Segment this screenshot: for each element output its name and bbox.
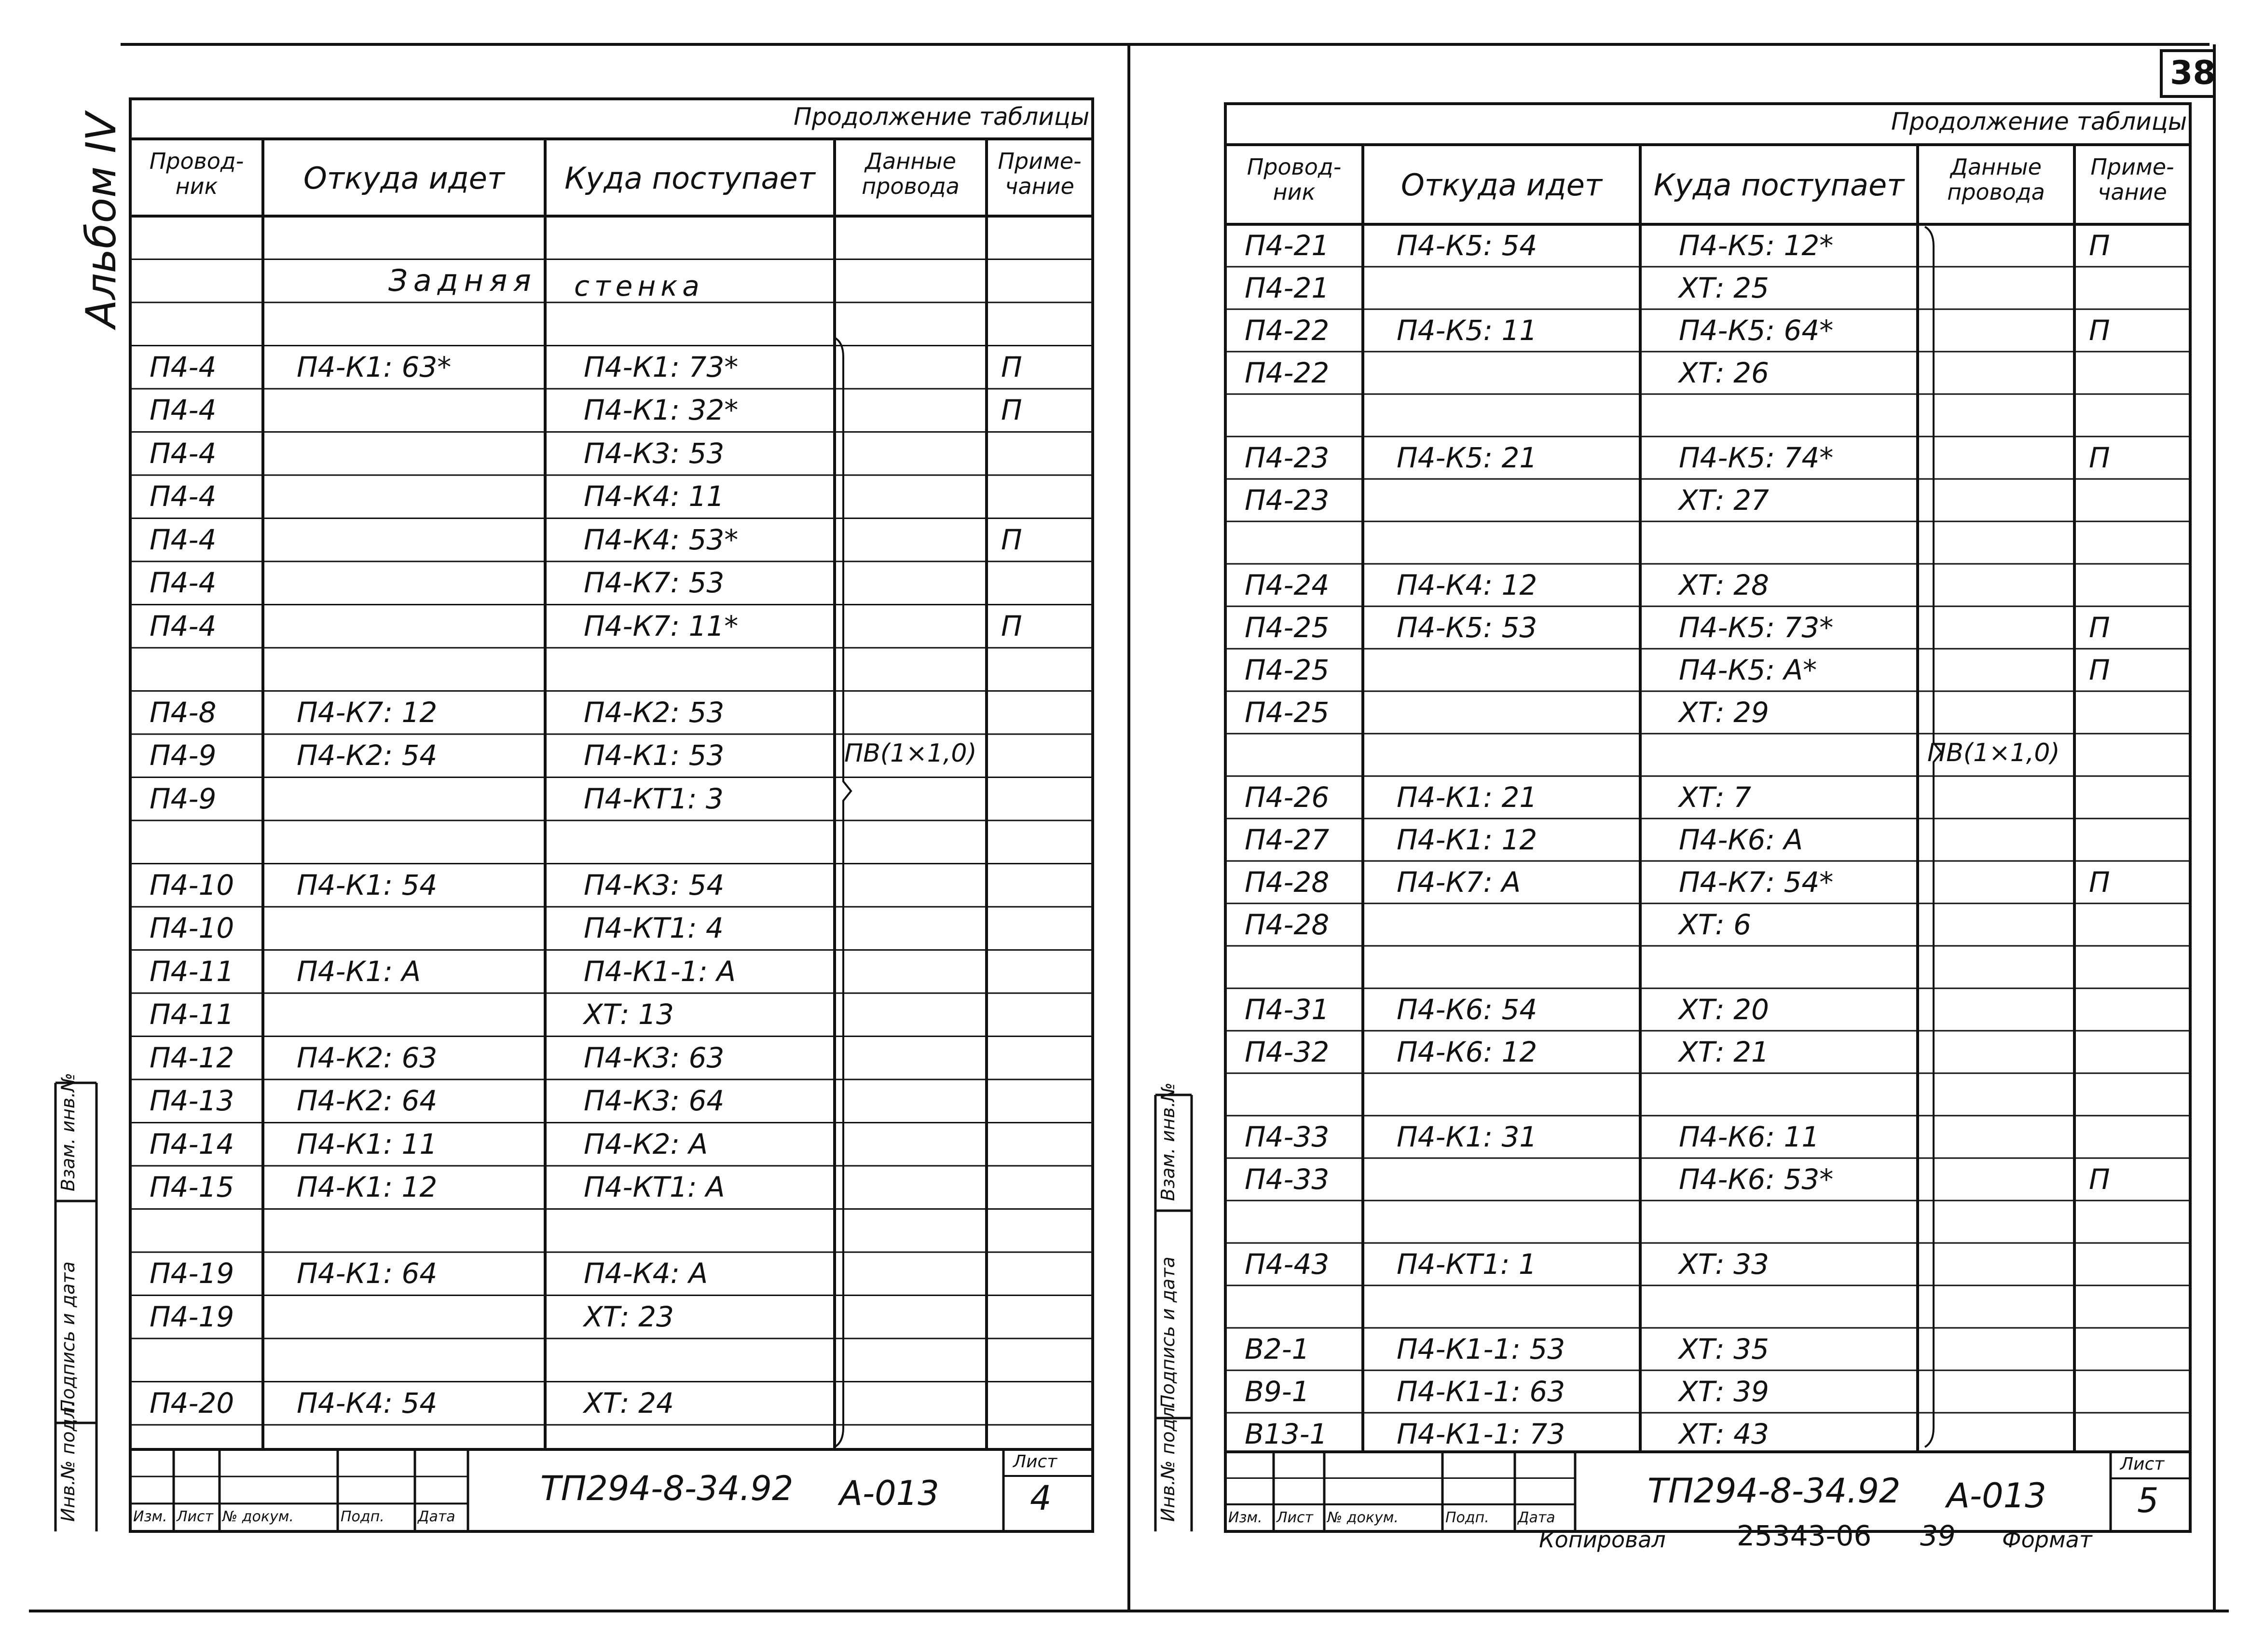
left-continuation: Продолжение таблицы [794, 103, 1090, 131]
left-row-to: ХТ: 23 [584, 1300, 674, 1333]
left-row-to: П4-К2: А [584, 1127, 708, 1160]
left-side-1: Подпись и дата [57, 1261, 79, 1413]
right-row-from: П4-К1: 21 [1397, 781, 1537, 814]
left-row-wire: П4-12 [150, 1041, 234, 1074]
right-row-wire: П4-25 [1245, 696, 1330, 729]
footer-number: 25343-06 [1737, 1519, 1872, 1552]
right-row-from: П4-К7: А [1397, 866, 1521, 899]
footer-sheet: 39 [1920, 1519, 1956, 1552]
section-word1: Задняя [388, 263, 537, 298]
right-row-wire: П4-25 [1245, 654, 1330, 686]
left-row-from: П4-К2: 64 [297, 1084, 438, 1117]
left-row-from: П4-К7: 12 [297, 696, 438, 729]
right-row-to: П4-К5: 64* [1679, 314, 1834, 347]
left-row-wire: П4-4 [150, 394, 217, 426]
right-row-wire: П4-22 [1245, 356, 1330, 389]
right-row-to: ХТ: 28 [1679, 569, 1769, 601]
left-row-to: П4-К1-1: А [584, 955, 736, 988]
left-row-to: П4-КТ1: 3 [584, 782, 724, 815]
right-row-to: П4-К5: 74* [1679, 441, 1834, 474]
right-row-wire: В13-1 [1245, 1418, 1328, 1450]
left-row-from: П4-К2: 54 [297, 739, 438, 772]
left-row-from: П4-К1: А [297, 955, 421, 988]
right-side-1: Подпись и дата [1157, 1256, 1179, 1408]
right-continuation: Продолжение таблицы [1891, 108, 2187, 136]
left-row-wire: П4-15 [150, 1171, 234, 1203]
right-row-from: П4-К1-1: 53 [1397, 1333, 1565, 1365]
right-row-wire: В9-1 [1245, 1375, 1310, 1408]
left-side-2: Взам. инв.№ [57, 1073, 79, 1191]
left-row-data: ПВ(1×1,0) [844, 739, 977, 768]
right-header-data: Данные провода [1947, 154, 2045, 205]
left-row-wire: П4-9 [150, 739, 217, 772]
left-row-note: П [1001, 394, 1022, 426]
right-row-from: П4-К4: 12 [1397, 569, 1537, 601]
right-header-to: Куда поступает [1653, 167, 1905, 203]
right-row-to: ХТ: 29 [1679, 696, 1769, 729]
right-row-to: П4-К5: 73* [1679, 611, 1834, 644]
right-stamp-col-2: № докум. [1327, 1509, 1399, 1526]
left-row-from: П4-К2: 63 [297, 1041, 438, 1074]
right-row-to: ХТ: 43 [1679, 1418, 1769, 1450]
right-row-from: П4-К1-1: 63 [1397, 1375, 1565, 1408]
right-side-0: Инв.№ подл. [1157, 1401, 1179, 1522]
right-row-wire: П4-27 [1245, 823, 1330, 856]
right-row-to: ХТ: 20 [1679, 993, 1769, 1026]
right-row-to: ХТ: 33 [1679, 1248, 1769, 1281]
left-row-to: П4-К4: 53* [584, 523, 739, 556]
right-row-wire: П4-28 [1245, 908, 1330, 941]
right-row-wire: П4-33 [1245, 1163, 1330, 1196]
left-row-to: П4-К3: 63 [584, 1041, 725, 1074]
left-row-note: П [1001, 350, 1022, 383]
left-stamp-sheet: 4 [1030, 1478, 1052, 1518]
right-stamp-col-1: Лист [1276, 1509, 1314, 1526]
section-word2: стенка [574, 270, 704, 302]
right-row-note: П [2089, 611, 2110, 644]
left-stamp-col-4: Дата [418, 1508, 455, 1526]
right-row-wire: П4-23 [1245, 441, 1330, 474]
right-row-wire: П4-21 [1245, 272, 1330, 304]
right-row-wire: П4-28 [1245, 866, 1330, 899]
right-row-to: ХТ: 21 [1679, 1036, 1769, 1068]
right-row-wire: П4-25 [1245, 611, 1330, 644]
left-row-to: П4-К1: 73* [584, 350, 739, 383]
right-stamp-sheet: 5 [2137, 1481, 2159, 1520]
right-row-wire: П4-26 [1245, 781, 1330, 814]
right-row-from: П4-К1: 12 [1397, 823, 1537, 856]
left-header-note: Приме-чание [998, 148, 1082, 199]
left-row-wire: П4-10 [150, 868, 234, 901]
left-row-to: П4-К1: 32* [584, 394, 739, 426]
left-row-to: П4-К3: 53 [584, 437, 725, 470]
right-row-from: П4-К1-1: 73 [1397, 1418, 1565, 1450]
right-row-to: П4-К6: А [1679, 823, 1803, 856]
right-row-wire: В2-1 [1245, 1333, 1310, 1365]
left-row-wire: П4-11 [150, 955, 234, 988]
left-row-to: П4-К1: 53 [584, 739, 725, 772]
right-row-from: П4-К1: 31 [1397, 1120, 1537, 1153]
left-row-wire: П4-8 [150, 696, 217, 729]
right-row-wire: П4-32 [1245, 1036, 1330, 1068]
left-row-to: П4-К7: 53 [584, 566, 725, 599]
left-row-wire: П4-4 [150, 566, 217, 599]
left-row-wire: П4-4 [150, 437, 217, 470]
left-row-to: П4-К4: А [584, 1257, 708, 1290]
right-row-to: ХТ: 35 [1679, 1333, 1769, 1365]
right-row-from: П4-К5: 11 [1397, 314, 1537, 347]
left-stamp-col-3: Подп. [341, 1508, 384, 1526]
right-stamp-code: А-013 [1947, 1476, 2046, 1515]
left-row-to: П4-КТ1: А [584, 1171, 725, 1203]
left-row-wire: П4-19 [150, 1257, 234, 1290]
right-row-to: ХТ: 39 [1679, 1375, 1769, 1408]
left-row-to: П4-К3: 54 [584, 868, 725, 901]
left-header-to: Куда поступает [564, 161, 815, 196]
left-row-wire: П4-4 [150, 523, 217, 556]
right-row-to: ХТ: 6 [1679, 908, 1752, 941]
left-header-data: Данные провода [862, 148, 960, 199]
right-row-note: П [2089, 314, 2110, 347]
right-row-to: П4-К7: 54* [1679, 866, 1834, 899]
right-row-note: П [2089, 229, 2110, 262]
left-stamp-col-2: № докум. [222, 1508, 294, 1526]
right-row-data: ПВ(1×1,0) [1927, 738, 2060, 767]
left-row-to: ХТ: 13 [584, 998, 674, 1031]
left-side-0: Инв.№ подл. [57, 1401, 79, 1522]
right-row-to: П4-К5: 12* [1679, 229, 1834, 262]
left-row-wire: П4-9 [150, 782, 217, 815]
left-row-to: П4-К7: 11* [584, 609, 739, 642]
left-row-note: П [1001, 609, 1022, 642]
left-row-from: П4-К1: 12 [297, 1171, 438, 1203]
left-row-wire: П4-10 [150, 912, 234, 944]
left-row-to: П4-К3: 64 [584, 1084, 725, 1117]
right-row-from: П4-К5: 21 [1397, 441, 1537, 474]
left-row-to: П4-КТ1: 4 [584, 912, 724, 944]
left-row-note: П [1001, 523, 1022, 556]
left-row-wire: П4-13 [150, 1084, 234, 1117]
right-row-note: П [2089, 1163, 2110, 1196]
right-row-wire: П4-23 [1245, 484, 1330, 517]
right-row-wire: П4-22 [1245, 314, 1330, 347]
left-stamp-code: А-013 [839, 1474, 939, 1513]
right-row-to: П4-К6: 11 [1679, 1120, 1820, 1153]
left-row-wire: П4-14 [150, 1127, 234, 1160]
right-row-wire: П4-33 [1245, 1120, 1330, 1153]
left-row-from: П4-К4: 54 [297, 1386, 438, 1420]
footer-format: Формат [2002, 1527, 2092, 1553]
left-stamp-sheet-label: Лист [1013, 1452, 1057, 1472]
left-row-from: П4-К1: 64 [297, 1257, 438, 1290]
right-row-to: ХТ: 7 [1679, 781, 1752, 814]
right-row-to: П4-К5: А* [1679, 654, 1817, 686]
right-stamp-doc: ТП294-8-34.92 [1647, 1471, 1901, 1511]
right-row-from: П4-К6: 54 [1397, 993, 1537, 1026]
footer-copied: Копировал [1539, 1527, 1666, 1553]
right-row-wire: П4-43 [1245, 1248, 1330, 1281]
left-row-to: ХТ: 24 [584, 1386, 674, 1420]
right-stamp-col-0: Изм. [1228, 1509, 1263, 1526]
right-row-from: П4-К5: 53 [1397, 611, 1537, 644]
left-header-wire: Провод-ник [149, 148, 244, 199]
right-row-note: П [2089, 441, 2110, 474]
right-header-from: Откуда идет [1400, 167, 1603, 203]
left-row-wire: П4-4 [150, 350, 217, 383]
left-row-wire: П4-19 [150, 1300, 234, 1333]
left-row-wire: П4-11 [150, 998, 234, 1031]
right-row-wire: П4-21 [1245, 229, 1330, 262]
left-row-to: П4-К2: 53 [584, 696, 725, 729]
right-row-to: ХТ: 25 [1679, 272, 1769, 304]
right-stamp-sheet-label: Лист [2120, 1454, 2165, 1474]
left-row-to: П4-К4: 11 [584, 480, 725, 513]
right-side-2: Взам. инв.№ [1157, 1082, 1179, 1201]
right-row-from: П4-К5: 54 [1397, 229, 1537, 262]
right-row-to: ХТ: 27 [1679, 484, 1769, 517]
right-header-note: Приме-чание [2090, 154, 2174, 205]
left-row-wire: П4-4 [150, 480, 217, 513]
right-row-from: П4-КТ1: 1 [1397, 1248, 1537, 1281]
left-stamp-doc: ТП294-8-34.92 [540, 1469, 794, 1508]
left-stamp-col-0: Изм. [133, 1508, 167, 1526]
left-row-from: П4-К1: 11 [297, 1127, 438, 1160]
album-label: Альбом IV [77, 112, 125, 328]
left-row-wire: П4-4 [150, 609, 217, 642]
right-stamp-col-4: Дата [1518, 1509, 1555, 1526]
right-row-to: ХТ: 26 [1679, 356, 1769, 389]
left-row-from: П4-К1: 54 [297, 868, 438, 901]
right-row-note: П [2089, 654, 2110, 686]
right-stamp-col-3: Подп. [1445, 1509, 1489, 1526]
right-row-wire: П4-24 [1245, 569, 1330, 601]
left-row-wire: П4-20 [150, 1386, 234, 1420]
right-row-from: П4-К6: 12 [1397, 1036, 1537, 1068]
right-header-wire: Провод-ник [1247, 154, 1342, 205]
left-row-from: П4-К1: 63* [297, 350, 452, 383]
right-row-note: П [2089, 866, 2110, 899]
left-stamp-col-1: Лист [177, 1508, 214, 1526]
right-row-wire: П4-31 [1245, 993, 1330, 1026]
right-row-to: П4-К6: 53* [1679, 1163, 1834, 1196]
left-header-from: Откуда идет [303, 161, 505, 196]
page-number: 38 [2170, 54, 2216, 92]
